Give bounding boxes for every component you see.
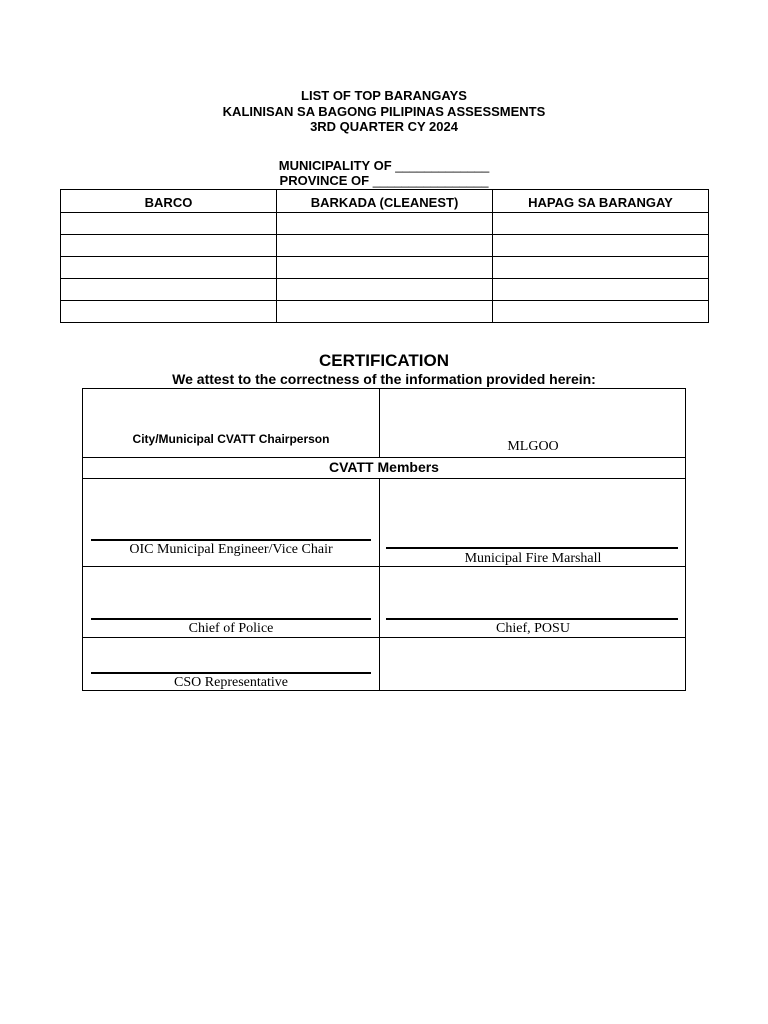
- table-row: [61, 235, 709, 257]
- municipality-label: MUNICIPALITY OF: [278, 158, 392, 173]
- title-line-2: KALINISAN SA BAGONG PILIPINAS ASSESSMENTS: [222, 103, 546, 119]
- table-row: [61, 257, 709, 279]
- table-cell[interactable]: [493, 213, 709, 235]
- posu-label: Chief, POSU: [496, 621, 570, 636]
- row-divider: [83, 478, 685, 479]
- location-block: [0, 158, 768, 188]
- signature-line[interactable]: [386, 618, 678, 620]
- province-blank[interactable]: ________________: [372, 173, 489, 188]
- column-header-barkada: BARKADA (CLEANEST): [277, 190, 493, 213]
- table-cell[interactable]: [493, 257, 709, 279]
- fire-marshall-label: Municipal Fire Marshall: [464, 551, 602, 566]
- signature-line[interactable]: [91, 672, 371, 674]
- table-cell[interactable]: [277, 235, 493, 257]
- cvatt-members-heading: CVATT Members: [329, 459, 439, 475]
- top-barangays-table: [60, 189, 709, 323]
- column-header-hapag: HAPAG SA BARANGAY: [493, 190, 709, 213]
- province-label: PROVINCE OF: [279, 173, 370, 188]
- table-cell[interactable]: [277, 279, 493, 301]
- row-divider: [83, 637, 685, 638]
- province-line: [0, 173, 768, 188]
- column-divider: [379, 478, 380, 691]
- title-line-1: LIST OF TOP BARANGAYS: [301, 88, 467, 103]
- certification-title: CERTIFICATION: [318, 351, 449, 370]
- table-cell[interactable]: [61, 213, 277, 235]
- table-row: [61, 301, 709, 323]
- table-row: [61, 213, 709, 235]
- signature-line[interactable]: [91, 539, 371, 541]
- engineer-label: OIC Municipal Engineer/Vice Chair: [129, 542, 333, 557]
- signature-table: [82, 388, 686, 691]
- cso-label: CSO Representative: [174, 675, 288, 690]
- chairperson-label: City/Municipal CVATT Chairperson: [132, 432, 330, 446]
- mlgoo-label: MLGOO: [507, 439, 559, 454]
- document-title: [0, 88, 768, 135]
- column-header-barco: BARCO: [61, 190, 277, 213]
- table-cell[interactable]: [493, 279, 709, 301]
- table-cell[interactable]: [61, 279, 277, 301]
- table-header-row: [61, 190, 709, 213]
- municipality-line: [0, 158, 768, 173]
- table-cell[interactable]: [493, 235, 709, 257]
- table-cell[interactable]: [61, 301, 277, 323]
- table-cell[interactable]: [61, 257, 277, 279]
- table-cell[interactable]: [277, 213, 493, 235]
- police-label: Chief of Police: [188, 621, 274, 636]
- title-line-3: 3RD QUARTER CY 2024: [310, 119, 458, 134]
- signature-line[interactable]: [91, 618, 371, 620]
- certification-statement: We attest to the correctness of the information provided herein:: [172, 371, 596, 387]
- row-divider: [83, 457, 685, 458]
- table-row: [61, 279, 709, 301]
- table-cell[interactable]: [61, 235, 277, 257]
- signature-line[interactable]: [386, 547, 678, 549]
- municipality-blank[interactable]: _____________: [395, 158, 490, 173]
- table-cell[interactable]: [277, 301, 493, 323]
- table-cell[interactable]: [277, 257, 493, 279]
- table-cell[interactable]: [493, 301, 709, 323]
